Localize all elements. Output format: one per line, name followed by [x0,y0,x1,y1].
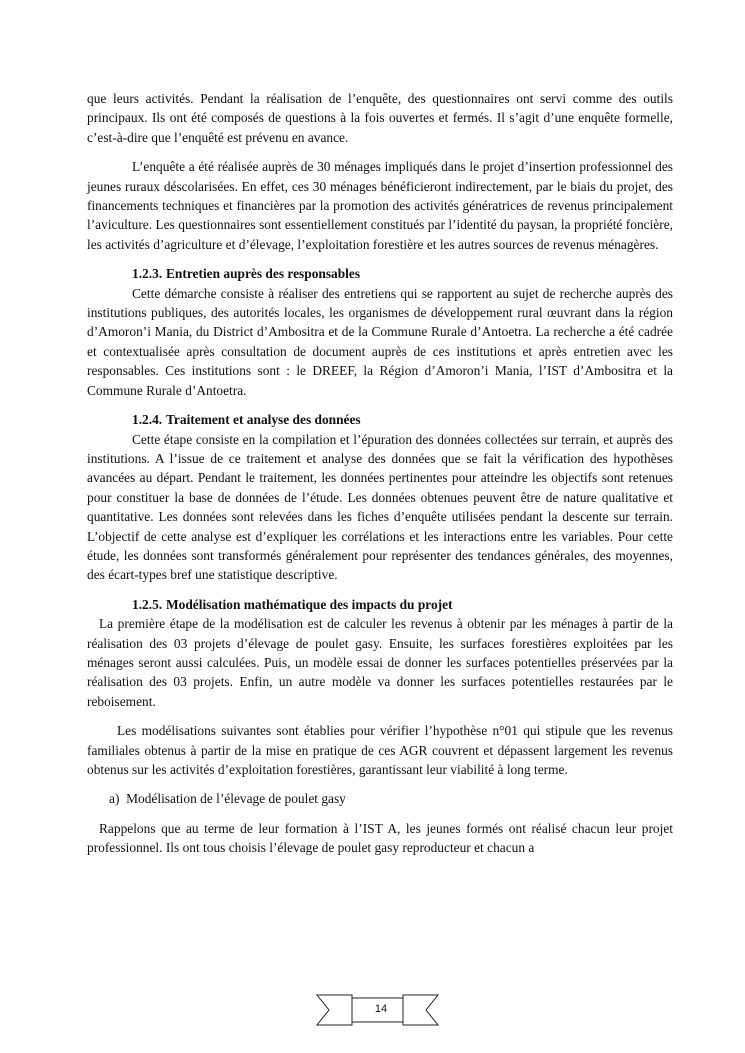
list-marker: a) [109,791,120,807]
paragraph: L’enquête a été réalisée auprès de 30 ménages impliqués dans le projet d’insertion professionnel des jeunes ruraux déscolarisées. En effet, ces 30 ménages bénéficieront indirectement, par le biais du projet, des financements techniques et financières par la promotion des activités génératrices de revenus principalement l’aviculture. Les questionnaires sont essentiellement constitués par l’identité du paysan, la propriété foncière, les activités d’agriculture et d’élevage, l’exploitation forestière et les autres sources de revenus ménagères. [87,159,673,252]
section-number: 1.2.4. [132,412,163,428]
paragraph: Cette démarche consiste à réaliser des entretiens qui se rapportent au sujet de recherche auprès des institutions publiques, des autorités locales, les organismes de développement rural œuvrant dans la région d’Amoron’i Mania, du District d’Ambositra et de la Commune Rurale d’Antoetra. La recherche a été cadrée et contextualisée après consultation de document auprès de ces institutions et après entretien avec les responsables. Ces institutions sont : le DREEF, la Région d’Amoron’i Mania, l’IST d’Ambositra et la Commune Rurale d’Antoetra. [87,285,673,398]
section-number: 1.2.5. [132,596,163,612]
list-item [87,789,673,808]
list-item-text: Modélisation de l’élevage de poulet gasy [126,791,346,807]
page-footer [0,992,745,1032]
paragraph: La première étape de la modélisation est de calculer les revenus à obtenir par les ménages à partir de la réalisation des 03 projets d’élevage de poulet gasy. Ensuite, les surfaces forestières exploitées par les ménages seront aussi calculées. Puis, un modèle essai de donner les surfaces potentielles préservées par la réalisation des 03 projets. Enfin, un autre modèle va donner les surfaces potentielles restaurées par le reboisement. [87,616,673,709]
section-title: Modélisation mathématique des impacts du projet [166,596,453,612]
section-number: 1.2.3. [132,266,163,282]
section-heading [87,410,673,429]
section-title: Entretien auprès des responsables [166,266,361,282]
section-title: Traitement et analyse des données [166,412,361,428]
document-body [87,89,673,858]
paragraph: Rappelons que au terme de leur formation à l’IST A, les jeunes formés ont réalisé chacun leur projet professionnel. Ils ont tous choisis l’élevage de poulet gasy reproducteur et chacun a [87,820,673,856]
section-heading [87,595,673,614]
paragraph: Cette étape consiste en la compilation et l’épuration des données collectées sur terrain, et auprès des institutions. A l’issue de ce traitement et analyse des données que se fait la vérification des hypothèses avancées au départ. Pendant le traitement, les données pertinentes pour atteindre les objectifs sont retenues pour constituer la base de données de l’étude. Les données obtenues peuvent être de nature qualitative et quantitative. Les données sont relevées dans les fiches d’enquête utilisées pendant la descente sur terrain. L’objectif de cette analyse est d’expliquer les corrélations et les interactions entre les variables. Pour cette étude, les données sont transformés généralement pour représenter des tendances générales, des moyennes, des écart-types bref une statistique descriptive. [87,431,673,583]
paragraph: que leurs activités. Pendant la réalisation de l’enquête, des questionnaires ont servi comme des outils principaux. Ils ont été composés de questions à la fois ouvertes et fermés. Il s’agit d’une enquête formelle, c’est-à-dire que l’enquêté est prévenu en avance. [87,91,673,145]
section-heading [87,264,673,283]
paragraph: Les modélisations suivantes sont établies pour vérifier l’hypothèse n°01 qui stipule que les revenus familiales obtenus à partir de la mise en pratique de ces AGR couvrent et dépassent largement les revenus obtenus sur les activités d’exploitation forestières, garantissant leur viabilité à long terme. [87,723,673,777]
page-number: 14 [374,1003,388,1015]
